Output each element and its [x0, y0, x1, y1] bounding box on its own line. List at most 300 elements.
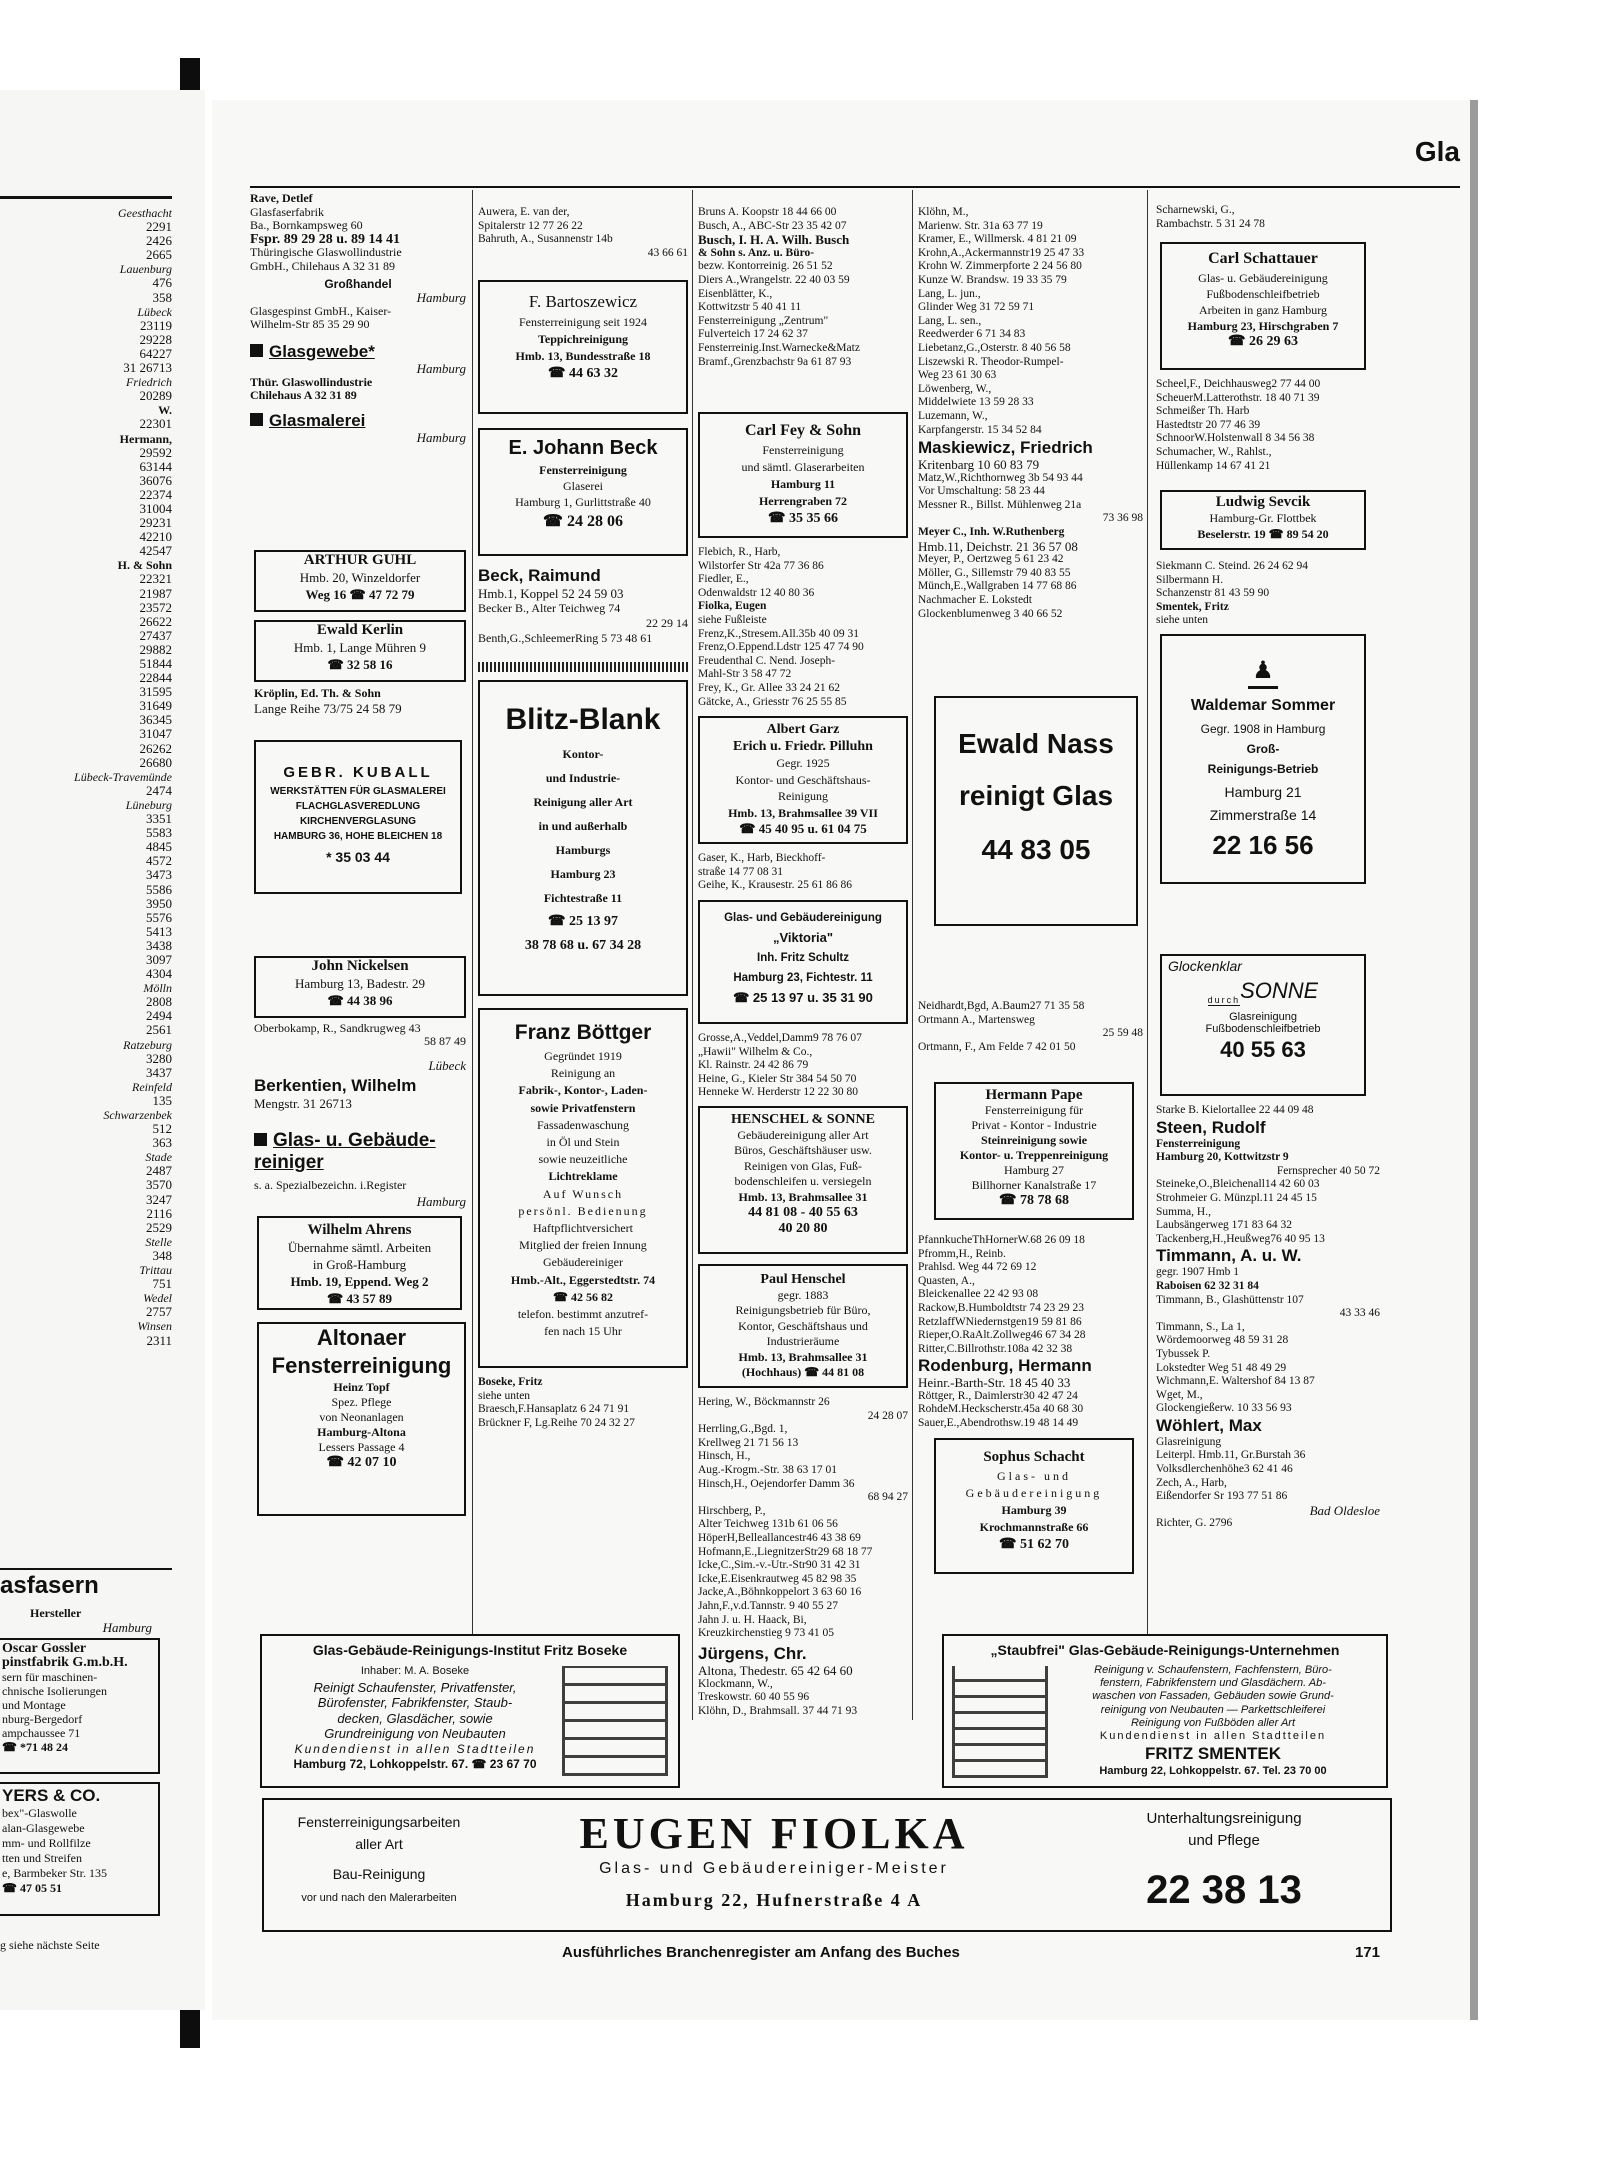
guhl-line: Hmb. 20, Winzeldorfer [299, 570, 421, 585]
henschel-line: 40 20 80 [778, 1220, 828, 1236]
left-entry: 476 [152, 276, 172, 291]
pape-line: Hermann Pape [985, 1088, 1083, 1103]
bartoszewicz-line: Hmb. 13, Bundesstraße 18 [515, 349, 651, 363]
left-entry: 26622 [139, 614, 172, 629]
col3-top-entries [698, 206, 908, 369]
boseke-ad [260, 1634, 680, 1788]
kuball-ad [254, 740, 462, 894]
blitz-line: Reinigung aller Art [533, 795, 633, 809]
left-entry: 42210 [139, 530, 172, 545]
pape-line: Kontor- u. Treppenreinigung [959, 1148, 1109, 1162]
boettger-line: Reinigung an [550, 1066, 616, 1081]
sonne-line: SONNE [1240, 978, 1319, 1003]
rodenburg-entries [918, 1356, 1143, 1430]
top-line: Krohn W. Zimmerpforte 2 24 56 80 [918, 260, 1082, 273]
col5-mid2-entries [1156, 560, 1380, 628]
left-entry: 63144 [139, 459, 172, 474]
left-footer-note: g siehe nächste Seite [0, 1938, 100, 1952]
top-line: & Sohn s. Anz. u. Büro- [698, 246, 815, 259]
rave-entries [250, 192, 466, 274]
left-entry: 4845 [146, 840, 172, 855]
top-line: Lang, L. sen., [918, 314, 982, 327]
rave-line: GmbH., Chilehaus A 32 31 89 [250, 259, 396, 273]
bottom-line: Hirschberg, P., [698, 1504, 766, 1517]
left-entry: Lübeck-Travemünde [74, 769, 172, 784]
col4-top-entries [918, 206, 1143, 437]
bottom-line: Leiterpl. Hmb.11, Gr.Burstah 36 [1156, 1449, 1306, 1462]
sonne-line: 40 55 63 [1220, 1037, 1306, 1062]
mid2-line: Siekmann C. Steind. 26 24 62 94 [1156, 560, 1309, 572]
grosshandel-heading: Großhandel [324, 276, 392, 291]
bottom-line: Steen, Rudolf [1156, 1117, 1266, 1137]
mid-line: PfannkucheThHornerW.68 26 09 18 [918, 1234, 1085, 1246]
boseke-line: Brückner F, Lg.Reihe 70 24 32 27 [478, 1416, 635, 1429]
bottom-line: Laubsängerweg 171 83 64 32 [1156, 1219, 1293, 1232]
glasu-loc: Hamburg [416, 1194, 466, 1209]
neidhardt-line: Neidhardt,Bgd, A.Baum27 71 35 58 [918, 1000, 1085, 1012]
left-ad2-line: YERS & CO. [2, 1786, 101, 1805]
gaser-line: straße 14 77 08 31 [698, 865, 783, 878]
schacht-line: Sophus Schacht [983, 1449, 1085, 1465]
sommer-line: Gegr. 1908 in Hamburg [1200, 722, 1326, 736]
staubfrei-ad-line: Reinigung v. Schaufenstern, Fachfenstern, Büro- [1094, 1664, 1332, 1676]
mask-line: 73 36 98 [1102, 512, 1143, 525]
top-line: Fulverteich 17 24 62 37 [698, 328, 808, 341]
left-entry: 31 26713 [123, 361, 172, 376]
rave-line: Thüringische Glaswollindustrie [250, 246, 402, 260]
altonaer-ad [257, 1322, 466, 1516]
left-entry: 23572 [139, 600, 172, 615]
left-entry: 4304 [146, 967, 172, 982]
bottom-line: Fensterreinigung [1156, 1137, 1241, 1150]
kuball-line: HAMBURG 36, HOHE BLEICHEN 18 [273, 831, 443, 842]
left-entry: 348 [152, 1248, 172, 1263]
mid-line: Bleickenallee 22 42 93 08 [918, 1288, 1039, 1301]
left-section-title: asfasern [0, 1572, 99, 1599]
bottom-line: Richter, G. 2796 [1156, 1517, 1233, 1530]
left-entry: 3438 [146, 938, 172, 953]
sommer-line: Zimmerstraße 14 [1209, 807, 1317, 823]
juergens-entries [698, 1644, 908, 1718]
altonaer-line: Hamburg-Altona [317, 1425, 406, 1439]
left-entry: 2291 [146, 220, 172, 235]
paul-line: Hmb. 13, Brahmsallee 31 [738, 1349, 868, 1364]
rodenburg-line: Rodenburg, Hermann [918, 1356, 1092, 1375]
sevcik-line: Ludwig Sevcik [1215, 494, 1311, 510]
fiolka-name: EUGEN FIOLKA [579, 1809, 969, 1858]
fey-line: Fensterreinigung [762, 443, 844, 457]
schacht-line: Glas- und [997, 1469, 1071, 1483]
fiolka-left-line: aller Art [355, 1836, 403, 1852]
left-entry: 2474 [146, 783, 172, 798]
left-ad2-line: tten und Streifen [2, 1851, 82, 1865]
oberbokamp-line: Oberbokamp, R., Sandkrugweg 43 [254, 1022, 421, 1035]
left-entry: Ratzeburg [123, 1037, 172, 1052]
ladder-illustration-icon [952, 1666, 1048, 1778]
sonne-line: Fußbodenschleifbetrieb [1205, 1023, 1321, 1035]
juergens-line: Treskowstr. 60 40 55 96 [698, 1691, 810, 1704]
top-line: Bahruth, A., Susannenstr 14b [478, 233, 613, 245]
staubfrei-ad-line: reinigung von Neubauten — Parkettschleiferei [1100, 1703, 1326, 1716]
paul-line: Industrieräume [766, 1334, 840, 1348]
nickelsen-ad [254, 956, 466, 1018]
fiolka-ad [262, 1798, 1392, 1932]
top-line: Busch, A., ABC-Str 23 35 42 07 [698, 219, 847, 232]
boettger-line: Gegründet 1919 [544, 1049, 622, 1063]
garz-line: Gegr. 1925 [776, 756, 830, 770]
fey-line: Herrengraben 72 [758, 494, 848, 508]
glasgewebe-heading: Glasgewebe* [269, 341, 375, 361]
bottom-line: Herrling,G.,Bgd. 1, [698, 1423, 788, 1436]
col5-top-entries [1156, 204, 1380, 231]
bartoszewicz-line: Teppichreinigung [537, 332, 629, 346]
mask-line: Messner R., Billst. Mühlenweg 21a [918, 498, 1082, 511]
left-entry: 358 [152, 290, 172, 305]
sevcik-line: Beselerstr. 19 ☎ 89 54 20 [1197, 527, 1329, 541]
paul-henschel-ad [698, 1264, 908, 1388]
mid-line: Frenz,K.,Stresem.All.35b 40 09 31 [698, 627, 859, 640]
bottom-line: Timmann, A. u. W. [1156, 1246, 1302, 1266]
boettger-line: Auf Wunsch [542, 1186, 624, 1201]
top-line: Krohn,A.,Ackermannstr19 25 47 33 [918, 246, 1085, 259]
left-entry: 512 [152, 1122, 172, 1137]
kerlin-ad [254, 620, 466, 682]
ahrens-ad [257, 1216, 462, 1310]
beck-entries [478, 566, 688, 646]
left-entry: 26680 [139, 755, 172, 770]
left-entry: 51844 [139, 657, 172, 671]
schacht-line: ☎ 51 62 70 [999, 1537, 1069, 1552]
mid-line: Wilstorfer Str 42a 77 36 86 [698, 559, 824, 572]
left-entry: Trittau [139, 1263, 172, 1278]
boettger-line: ☎ 42 56 82 [553, 1289, 613, 1304]
page-number: 171 [1354, 1944, 1380, 1961]
bottom-line: Summa, H., [1156, 1205, 1211, 1218]
left-entry: 2311 [146, 1333, 172, 1348]
nickelsen-line: ☎ 44 38 96 [327, 993, 393, 1008]
boseke-ad-line: Bürofenster, Fabrikfenster, Staub- [317, 1695, 513, 1710]
top-line: Glinder Weg 31 72 59 71 [918, 301, 1035, 314]
left-entry: 27437 [139, 628, 172, 643]
fiolka-left-line: vor und nach den Malerarbeiten [301, 1892, 457, 1904]
glasgewebe-line: Chilehaus A 32 31 89 [250, 389, 357, 403]
top-line: Klöhn, M., [918, 206, 969, 218]
fiolka-phone: 22 38 13 [1146, 1868, 1302, 1912]
mask-line: Kritenbarg 10 60 83 79 [918, 458, 1040, 472]
mid-line: Fiedler, E., [698, 573, 749, 586]
sommer-line: Waldemar Sommer [1190, 697, 1336, 714]
glasmalerei-heading: Glasmalerei [269, 410, 366, 430]
mask-line: Vor Umschaltung: 58 23 44 [918, 485, 1045, 498]
henschel-line: Gebäudereinigung aller Art [737, 1127, 869, 1142]
top-line: Middelwiete 13 59 28 33 [918, 396, 1034, 409]
kuball-line: WERKSTÄTTEN FÜR GLASMALEREI [270, 786, 446, 797]
mid-line: Fiolka, Eugen [698, 600, 767, 613]
grosshandel-loc: Hamburg [416, 290, 466, 306]
bottom-line: Fernsprecher 40 50 72 [1276, 1164, 1380, 1177]
staubfrei-ad-line: waschen von Fassaden, Gebäuden sowie Grund- [1092, 1690, 1334, 1703]
mid1-line: SchnoorW.Holstenwall 8 34 56 38 [1156, 432, 1315, 445]
boettger-line: in Öl und Stein [546, 1135, 620, 1150]
mask-line: Hmb.11, Deichstr. 21 36 57 08 [918, 539, 1078, 554]
rave-line: Glasfaserfabrik [250, 205, 324, 219]
top-line: Lang, L. jun., [918, 287, 981, 300]
ahrens-line: in Groß-Hamburg [312, 1257, 407, 1272]
sommer-line: Reinigungs-Betrieb [1207, 762, 1319, 776]
top-line: Kramer, E., Willmersk. 4 81 21 09 [918, 233, 1077, 246]
left-ad1-line: sern für maschinen- [2, 1670, 98, 1684]
left-entry: 2494 [146, 1009, 172, 1024]
altonaer-line: ☎ 42 07 10 [326, 1455, 397, 1470]
left-entry: 29228 [139, 332, 172, 347]
pape-line: Billhorner Kanalstraße 17 [971, 1178, 1097, 1192]
left-entry: 42547 [139, 544, 172, 559]
mid-line: Pfromm,H., Reinb. [918, 1247, 1006, 1260]
ahrens-line: ☎ 43 57 89 [327, 1291, 392, 1306]
col-rule-3 [912, 190, 913, 1720]
left-ad2-line: alan-Glasgewebe [2, 1821, 85, 1835]
paul-line: Kontor, Geschäftshaus und [738, 1318, 868, 1333]
left-entries [4, 206, 172, 1348]
left-entry: Hermann, [119, 431, 172, 446]
berkentien-line: Berkentien, Wilhelm [254, 1076, 417, 1095]
glasgewebe-loc: Hamburg [416, 360, 466, 376]
left-entry: 2487 [146, 1164, 172, 1179]
garz-line: Hmb. 13, Brahmsallee 39 VII [728, 805, 878, 820]
left-entry: 135 [152, 1093, 172, 1108]
altonaer-line: Lessers Passage 4 [318, 1440, 405, 1454]
viktoria-line: ☎ 25 13 97 u. 35 31 90 [733, 990, 873, 1005]
left-entry: Geesthacht [118, 206, 172, 220]
staubfrei-ad-line: Hamburg 22, Lohkoppelstr. 67. Tel. 23 70 00 [1099, 1765, 1327, 1778]
bottom-line: Wichmann,E. Waltershof 84 13 87 [1156, 1375, 1315, 1388]
berkentien-line: Mengstr. 31 26713 [254, 1096, 352, 1111]
top-line: bezw. Kontorreinig. 26 51 52 [698, 260, 833, 273]
gaser-line: Gaser, K., Harb, Bieckhoff- [698, 852, 826, 864]
staubfrei-ad-line: fenstern, Fabrikfenstern und Glasdächern. Ab- [1100, 1677, 1326, 1690]
grosse-line: Henneke W. Herderstr 12 22 30 80 [698, 1086, 859, 1099]
left-entry: 363 [152, 1136, 172, 1151]
bottom-line: Wöhlert, Max [1156, 1415, 1262, 1435]
boettger-ad [478, 1008, 688, 1368]
nass-line: reinigt Glas [958, 780, 1114, 811]
boseke-ad-line: Kundendienst in allen Stadtteilen [294, 1741, 536, 1756]
beck-ad-line: Hamburg 1, Gurlittstraße 40 [515, 495, 651, 509]
boseke-ad-body [270, 1664, 560, 1773]
mid1-line: Hastedtstr 20 77 46 39 [1156, 418, 1261, 431]
top-line: Weg 23 61 30 63 [918, 369, 997, 382]
top-line: Luzemann, W., [918, 409, 988, 422]
bartoszewicz-line: ☎ 44 63 32 [548, 366, 618, 381]
left-entry: 2426 [146, 234, 172, 249]
bottom-line: 43 33 46 [1339, 1307, 1380, 1320]
left-entry: Lauenburg [119, 262, 172, 277]
nickelsen-line: John Nickelsen [311, 958, 409, 974]
mask-line: Glockenblumenweg 3 40 66 52 [918, 607, 1063, 620]
boettger-line: Fassadenwaschung [537, 1117, 629, 1132]
boettger-line: Franz Böttger [514, 1021, 652, 1044]
fiolka-address: Hamburg 22, Hufnerstraße 4 A [625, 1890, 923, 1910]
juergens-line: Klockmann, W., [698, 1677, 773, 1690]
fey-line: Hamburg 11 [770, 477, 836, 491]
paul-line: (Hochhaus) ☎ 44 81 08 [741, 1365, 865, 1379]
juergens-line: Jürgens, Chr. [698, 1644, 807, 1663]
top-line: Scharnewski, G., [1156, 204, 1235, 216]
viktoria-line: Inh. Fritz Schultz [757, 952, 849, 964]
col5-bottom-entries [1156, 1104, 1380, 1531]
altonaer-line: Fensterreinigung [271, 1353, 452, 1378]
blitz-line: Hamburgs [555, 843, 611, 857]
schattauer-line: ☎ 26 29 63 [1228, 334, 1298, 349]
gaser-entries [698, 852, 908, 893]
left-entry: 29592 [139, 445, 172, 460]
left-entry: 3950 [146, 896, 172, 911]
bottom-line: Hering, W., Böckmannstr 26 [698, 1396, 830, 1408]
top-line: Rambachstr. 5 31 24 78 [1156, 217, 1265, 230]
bartoszewicz-ad [478, 280, 688, 414]
blitz-line: Kontor- [562, 747, 604, 761]
figure-logo-icon: ♟ [1248, 656, 1278, 689]
beck-line: Beck, Raimund [478, 566, 601, 585]
mid-line: RetzlaffWNiedernstgen19 59 81 86 [918, 1315, 1082, 1328]
paul-line: gegr. 1883 [777, 1287, 829, 1302]
mid2-line: Smentek, Fritz [1156, 600, 1229, 613]
mid1-line: Schmeißer Th. Harb [1156, 405, 1250, 418]
fiolka-right-line: und Pflege [1188, 1832, 1260, 1849]
left-entry: 36345 [139, 713, 172, 728]
top-line: 43 66 61 [647, 246, 688, 259]
garz-line: Erich u. Friedr. Pilluhn [733, 738, 873, 754]
bottom-line: HöperH,Belleallancestr46 43 38 69 [698, 1531, 861, 1544]
kuball-line: KIRCHENVERGLASUNG [299, 816, 417, 827]
bottom-line: Hofmann,E.,LiegnitzerStr29 68 18 77 [698, 1545, 873, 1558]
left-entry: Stelle [145, 1234, 172, 1249]
top-line: Eisenblätter, K., [698, 287, 773, 300]
guhl-line: ARTHUR GUHL [303, 552, 417, 568]
gossler-ad [0, 1638, 160, 1774]
kuball-line: * 35 03 44 [326, 849, 390, 865]
top-line: Busch, I. H. A. Wilh. Busch [698, 233, 850, 247]
kuball-line: GEBR. KUBALL [283, 764, 433, 781]
left-entry: 5413 [146, 924, 172, 939]
beck-ad-line: Fensterreinigung [539, 463, 627, 477]
schacht-line: Gebäudereinigung [965, 1486, 1103, 1500]
col5-mid1-entries [1156, 378, 1380, 473]
schattauer-line: Glas- u. Gebäudereinigung [1198, 271, 1328, 285]
garz-line: Albert Garz [766, 722, 840, 737]
grosse-line: „Hawii" Wilhelm & Co., [698, 1045, 813, 1058]
left-entry: Wedel [143, 1291, 172, 1306]
staubfrei-ad-line: Kundendienst in allen Stadtteilen [1099, 1730, 1327, 1743]
mask-line: Meyer C., Inh. W.Ruthenberg [918, 525, 1065, 538]
rodenburg-line: Sauer,E.,Abendrothsw.19 48 14 49 [918, 1416, 1079, 1429]
nass-line: 44 83 05 [981, 834, 1091, 865]
boseke-line: siehe unten [478, 1389, 531, 1402]
rave-line: Fspr. 89 29 28 u. 89 14 41 [250, 232, 401, 247]
left-entry: 29231 [139, 516, 172, 531]
left-entry: 3351 [146, 812, 172, 827]
left-entry: Winsen [137, 1319, 172, 1334]
henschel-line: HENSCHEL & SONNE [731, 1112, 875, 1127]
left-entry: H. & Sohn [117, 558, 172, 573]
left-entry: 29882 [139, 642, 172, 657]
top-line: Kunze W. Brandsw. 19 33 35 79 [918, 273, 1067, 286]
bottom-line: Volksdlerchenhöhe3 62 41 46 [1156, 1463, 1293, 1476]
left-entry: 64227 [139, 346, 172, 361]
kroeplin-entry [254, 686, 466, 716]
beck-ad-line: Glaserei [563, 479, 603, 493]
paul-line: Reinigungsbetrieb für Büro, [735, 1303, 871, 1317]
guhl-ad [254, 550, 466, 612]
henschel-line: Büros, Geschäftshäuser usw. [734, 1143, 872, 1157]
header-rule [250, 186, 1460, 188]
mask-line: Matz,W.,Richthornweg 3b 54 93 44 [918, 471, 1083, 484]
kroeplin-line: Kröplin, Ed. Th. & Sohn [254, 686, 381, 700]
mid-line: Frey, K., Gr. Allee 33 24 21 62 [698, 681, 841, 694]
beck-ad [478, 428, 688, 556]
fey-line: und sämtl. Glaserarbeiten [741, 460, 865, 474]
mid-line: Frenz,O.Eppend.Ldstr 125 47 74 90 [698, 641, 864, 654]
bottom-line: Tybussek P. [1156, 1347, 1211, 1360]
mid-line: siehe Fußleiste [698, 613, 767, 626]
top-line: Spitalerstr 12 77 26 22 [478, 219, 583, 232]
page-edge [1470, 100, 1478, 2020]
boettger-line: Mitglied der freien Innung [519, 1238, 647, 1253]
bottom-line: Krellweg 21 71 56 13 [698, 1436, 799, 1449]
bottom-line: 68 94 27 [867, 1491, 908, 1504]
mid-line: Mahl-Str 3 58 47 72 [698, 668, 792, 681]
bottom-line: Starke B. Kielortallee 22 44 09 48 [1156, 1104, 1314, 1116]
left-entry: 2561 [146, 1023, 172, 1038]
left-entry: 2529 [146, 1220, 172, 1235]
top-line: Reedwerder 6 71 34 83 [918, 328, 1026, 341]
bottom-line: Alter Teichweg 131b 61 06 56 [698, 1518, 838, 1531]
bottom-line: Bad Oldesloe [1309, 1503, 1380, 1518]
left-entry: W. [158, 403, 172, 418]
schattauer-line: Hamburg 23, Hirschgraben 7 [1187, 319, 1339, 333]
boseke-ad-line: Grundreinigung von Neubauten [324, 1726, 506, 1741]
bottom-line: Icke,E.Eisenkrautweg 45 82 98 35 [698, 1572, 857, 1585]
fiolka-left-line: Bau-Reinigung [332, 1866, 426, 1882]
beck-line: Becker B., Alter Teichweg 74 [478, 601, 621, 615]
boettger-line: Gebäudereiniger [543, 1255, 623, 1270]
col4-mid-entries [918, 1234, 1143, 1356]
paul-line: Paul Henschel [760, 1272, 846, 1287]
henschel-sonne-ad [698, 1106, 908, 1254]
neidhardt-entries [918, 1000, 1143, 1054]
oberbokamp-entry [254, 1022, 466, 1048]
top-line: Kottwitzstr 5 40 41 11 [698, 301, 802, 314]
left-rule [0, 1568, 172, 1570]
left-entry: 26262 [139, 741, 172, 756]
sevcik-ad [1160, 490, 1366, 550]
glasgewebe-entries [250, 376, 466, 403]
mid1-line: Hüllenkamp 14 67 41 21 [1156, 459, 1271, 472]
glasu-note: s. a. Spezialbezeichn. i.Register [254, 1178, 407, 1192]
mid1-line: ScheuerM.Latterothstr. 18 40 71 39 [1156, 391, 1320, 404]
mid-line: Prahlsd. Weg 44 72 69 12 [918, 1261, 1037, 1274]
left-entry: 5583 [146, 826, 172, 841]
bottom-line: 24 28 07 [867, 1409, 908, 1422]
left-entry: Lüneburg [125, 797, 172, 812]
grosse-line: Heine, G., Kieler Str 384 54 50 70 [698, 1072, 857, 1085]
left-entry: Stade [145, 1150, 172, 1165]
schacht-ad [934, 1438, 1134, 1574]
top-line: Diers A.,Wrangelstr. 22 40 03 59 [698, 273, 850, 286]
altonaer-line: Heinz Topf [333, 1380, 390, 1394]
sommer-line: Groß- [1246, 742, 1280, 756]
sonne-ad [1160, 954, 1366, 1096]
